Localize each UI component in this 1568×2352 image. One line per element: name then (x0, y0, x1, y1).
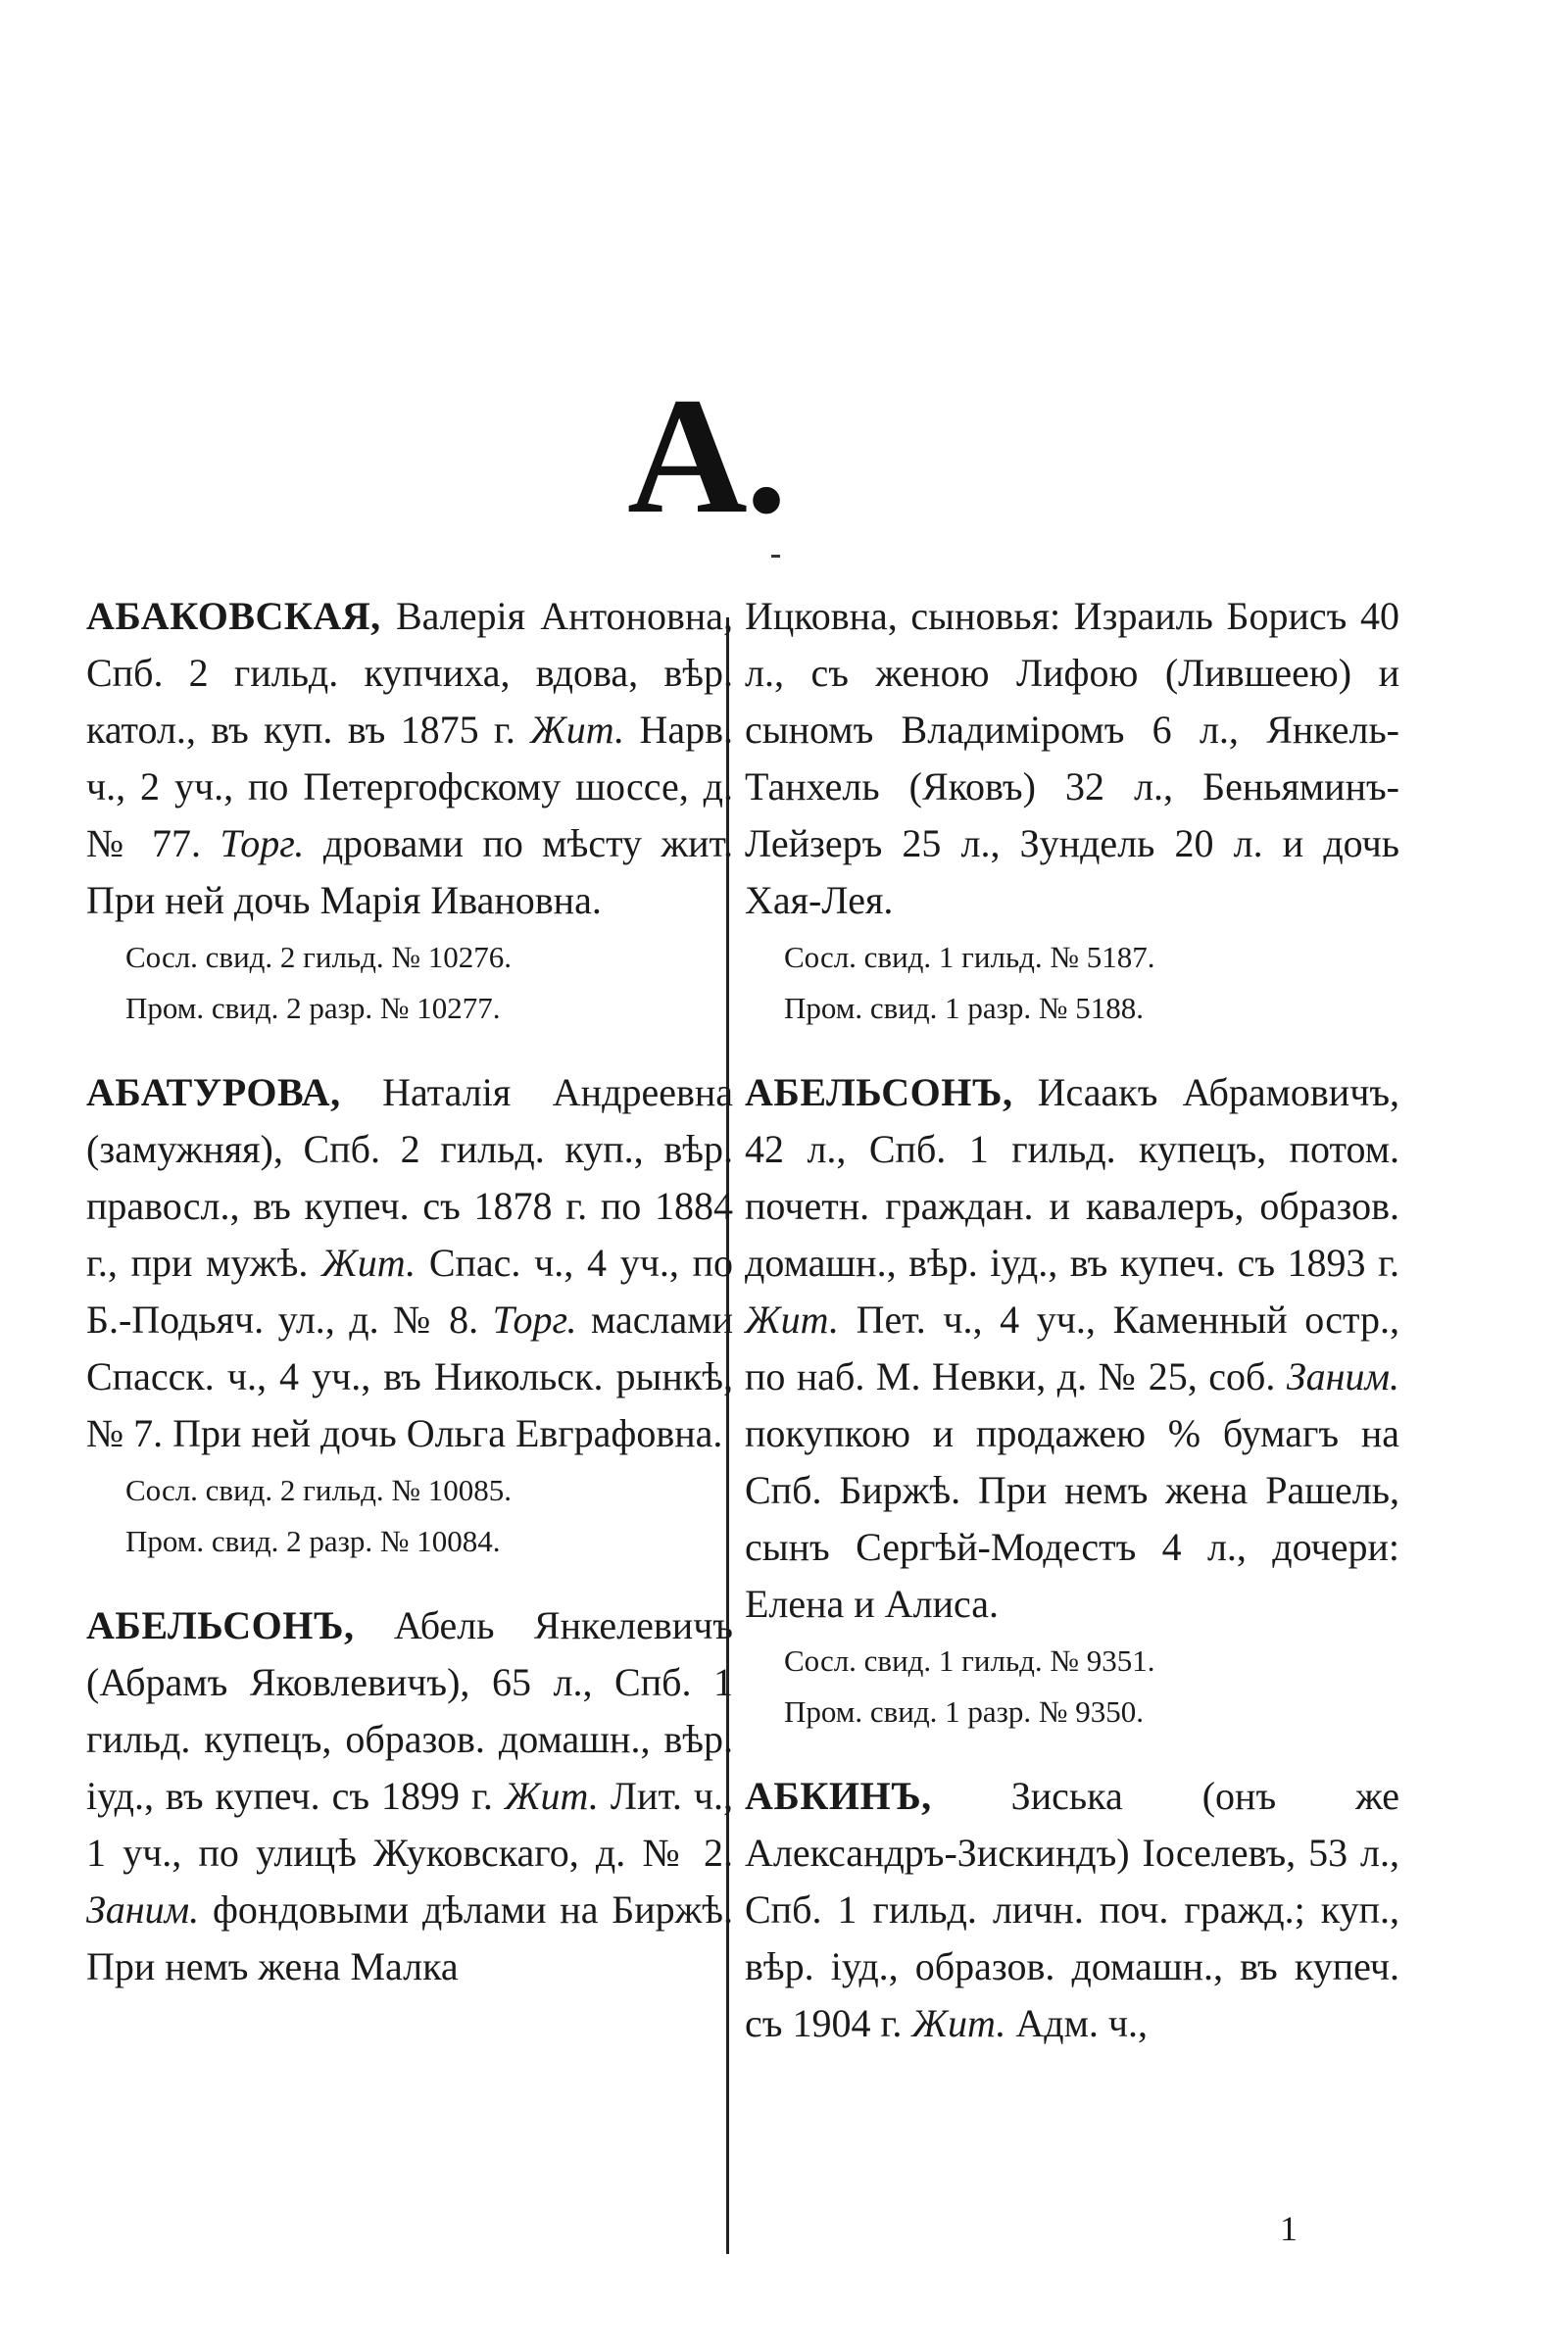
trade-certificate: Пром. свид. 2 разр. № 10277. (125, 991, 501, 1025)
entry-abelson-isaak (745, 1064, 1399, 1735)
ornament-dash (771, 555, 780, 558)
entry-body: АБАТУРОВА, Наталія Андреевна (замужняя), Спб. 2 гильд. куп., вѣр. правосл., въ купеч. съ 1878 г. по 1884 г., при мужѣ. Жит. Спас. ч., 4 уч., по Б.-Подьяч. ул., д. № 8. Торг. маслами Спасск. ч., 4 уч., въ Никольск. рынкѣ, № 7. При ней дочь Ольга Евграфовна. (86, 1070, 733, 1455)
entry-body: АБАКОВСКАЯ, Валерія Антоновна, Спб. 2 гильд. купчиха, вдова, вѣр. катол., въ куп. въ 1875 г. Жит. Нарв. ч., 2 уч., по Петергофскому шоссе, д. № 77. Торг. дровами по мѣсту жит. При ней дочь Марія Ивановна. (86, 594, 734, 922)
entry-abaturova (86, 1064, 733, 1564)
entry-headword: АБКИНЪ, (745, 1774, 932, 1818)
entry-body: АБЕЛЬСОНЪ, Абель Янкелевичъ (Абрамъ Яковлевичъ), 65 л., Спб. 1 гильд. купецъ, образов. домашн., вѣр. іуд., въ купеч. съ 1899 г. Жит. Лит. ч., 1 уч., по улицѣ Жуковскаго, д. № 2. Заним. фондовыми дѣлами на Биржѣ. При немъ жена Малка (86, 1603, 734, 1988)
trade-certificate: Пром. свид. 1 разр. № 5188. (784, 991, 1145, 1025)
page-number: 1 (1280, 2209, 1298, 2248)
entry-body: АБКИНЪ, Зиська (онъ же Александръ-Зискиндъ) Іоселевъ, 53 л., Спб. 1 гильд. личн. поч. гражд.; куп., вѣр. іуд., образов. домашн., въ купеч. съ 1904 г. Жит. Адм. ч., (745, 1774, 1399, 2045)
estate-certificate: Сосл. свид. 1 гильд. № 9351. (784, 1643, 1155, 1678)
trade-certificate: Пром. свид. 2 разр. № 10084. (125, 1524, 501, 1558)
estate-certificate: Сосл. свид. 1 гильд. № 5187. (784, 940, 1155, 974)
entry-body: АБЕЛЬСОНЪ, Исаакъ Абрамовичъ, 42 л., Спб. 1 гильд. купецъ, потом. почетн. граждан. и кавалеръ, образов. домашн., вѣр. іуд., въ купеч. съ 1893 г. Жит. Пет. ч., 4 уч., Каменный остр., по наб. М. Невки, д. № 25, соб. Заним. покупкою и продажею % бумагъ на Спб. Биржѣ. При немъ жена Рашель, сынъ Сергѣй-Модестъ 4 л., дочери: Елена и Алиса. (745, 1070, 1399, 1626)
trade-certificate: Пром. свид. 1 разр. № 9350. (784, 1694, 1145, 1729)
entry-continuation (745, 588, 1399, 1031)
entry-headword: АБЕЛЬСОНЪ, (86, 1603, 355, 1647)
entry-abakovskaya (86, 588, 733, 1031)
entry-abelson-abel (86, 1597, 733, 1995)
entry-headword: АБАТУРОВА, (86, 1070, 341, 1114)
entry-headword: АБАКОВСКАЯ, (86, 594, 381, 638)
right-column (745, 588, 1399, 2085)
estate-certificate: Сосл. свид. 2 гильд. № 10276. (125, 940, 512, 974)
estate-certificate: Сосл. свид. 2 гильд. № 10085. (125, 1473, 512, 1507)
section-letter: А. (627, 364, 786, 548)
entry-headword: АБЕЛЬСОНЪ, (745, 1070, 1013, 1114)
left-column (86, 588, 733, 2029)
entry-body: Ицковна, сыновья: Израиль Борисъ 40 л., съ женою Лифою (Лившеею) и сыномъ Владиміромъ 6 л., Янкель-Танхель (Яковъ) 32 л., Беньяминъ-Лейзеръ 25 л., Зундель 20 л. и дочь Хая-Лея. (745, 594, 1399, 922)
entry-abkin (745, 1768, 1399, 2052)
